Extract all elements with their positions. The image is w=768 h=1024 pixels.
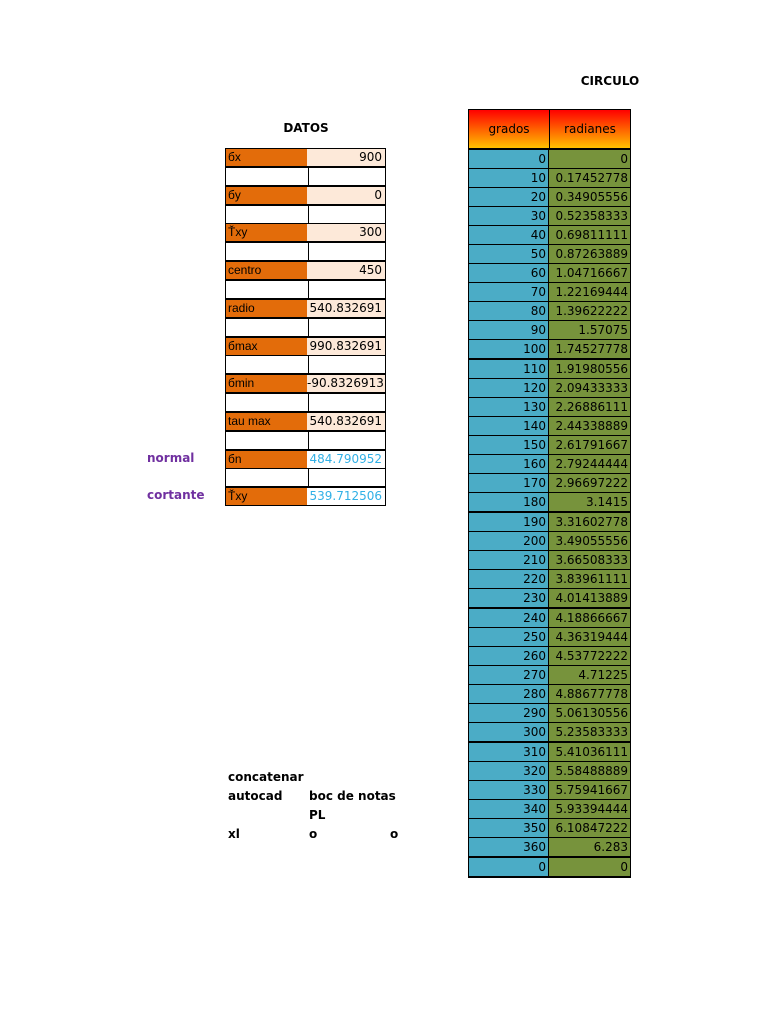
radianes-cell: 5.41036111 bbox=[549, 743, 630, 761]
circulo-row bbox=[468, 800, 631, 819]
datos-value: 0 bbox=[307, 186, 386, 205]
circulo-row bbox=[468, 302, 631, 321]
circulo-row bbox=[468, 436, 631, 455]
datos-row bbox=[225, 186, 387, 205]
radianes-cell: 2.79244444 bbox=[549, 455, 630, 473]
datos-value: 900 bbox=[307, 148, 386, 167]
circulo-title: CIRCULO bbox=[580, 74, 640, 88]
datos-title: DATOS bbox=[283, 121, 329, 135]
radianes-cell: 2.09433333 bbox=[549, 379, 630, 397]
radianes-cell: 0 bbox=[549, 858, 630, 876]
circulo-row bbox=[468, 513, 631, 532]
radianes-cell: 3.1415 bbox=[549, 493, 630, 511]
datos-label: tau max bbox=[225, 412, 309, 431]
datos-label: Ťxy bbox=[225, 487, 309, 506]
grados-cell: 170 bbox=[469, 474, 549, 492]
datos-row bbox=[225, 468, 387, 487]
note-o-1: o bbox=[309, 827, 318, 841]
grados-cell: 260 bbox=[469, 647, 549, 665]
radianes-cell: 2.26886111 bbox=[549, 398, 630, 416]
datos-label: бmax bbox=[225, 337, 309, 356]
grados-cell: 310 bbox=[469, 743, 549, 761]
circulo-row bbox=[468, 532, 631, 551]
grados-cell: 0 bbox=[469, 150, 549, 168]
radianes-cell: 5.06130556 bbox=[549, 704, 630, 722]
datos-label: бn bbox=[225, 450, 309, 469]
datos-row bbox=[225, 167, 387, 186]
datos-value: 540.832691 bbox=[307, 412, 386, 431]
grados-cell: 300 bbox=[469, 723, 549, 741]
datos-row bbox=[225, 487, 387, 506]
datos-label bbox=[225, 205, 309, 224]
radianes-header: radianes bbox=[549, 110, 630, 148]
grados-cell: 220 bbox=[469, 570, 549, 588]
datos-value bbox=[307, 205, 386, 224]
radianes-cell: 2.96697222 bbox=[549, 474, 630, 492]
grados-cell: 110 bbox=[469, 360, 549, 378]
datos-row bbox=[225, 450, 387, 469]
datos-value bbox=[307, 280, 386, 299]
note-boc-de-notas: boc de notas bbox=[309, 789, 396, 803]
circulo-row bbox=[468, 723, 631, 743]
radianes-cell: 3.83961111 bbox=[549, 570, 630, 588]
note-pl: PL bbox=[309, 808, 326, 822]
grados-cell: 180 bbox=[469, 493, 549, 511]
datos-row bbox=[225, 299, 387, 318]
grados-cell: 70 bbox=[469, 283, 549, 301]
circulo-row bbox=[468, 762, 631, 781]
radianes-cell: 1.91980556 bbox=[549, 360, 630, 378]
radianes-cell: 1.57075 bbox=[549, 321, 630, 339]
radianes-cell: 0.52358333 bbox=[549, 207, 630, 225]
circulo-row bbox=[468, 264, 631, 283]
radianes-cell: 2.44338889 bbox=[549, 417, 630, 435]
datos-label: бmin bbox=[225, 374, 309, 393]
datos-value bbox=[307, 318, 386, 337]
circulo-row bbox=[468, 647, 631, 666]
circulo-row bbox=[468, 283, 631, 302]
datos-label bbox=[225, 280, 309, 299]
datos-label bbox=[225, 318, 309, 337]
circulo-row bbox=[468, 685, 631, 704]
circulo-row bbox=[468, 169, 631, 188]
circulo-row bbox=[468, 226, 631, 245]
note-concatenar: concatenar bbox=[228, 770, 304, 784]
datos-label: бx bbox=[225, 148, 309, 167]
datos-label bbox=[225, 355, 309, 374]
datos-value: -90.8326913 bbox=[307, 374, 386, 393]
note-xl: xl bbox=[228, 827, 240, 841]
circulo-row bbox=[468, 743, 631, 762]
datos-label: бy bbox=[225, 186, 309, 205]
grados-cell: 150 bbox=[469, 436, 549, 454]
radianes-cell: 6.283 bbox=[549, 838, 630, 856]
radianes-cell: 0.17452778 bbox=[549, 169, 630, 187]
grados-cell: 10 bbox=[469, 169, 549, 187]
grados-cell: 290 bbox=[469, 704, 549, 722]
datos-value bbox=[307, 431, 386, 450]
circulo-row bbox=[468, 551, 631, 570]
datos-value: 300 bbox=[307, 223, 386, 242]
datos-row bbox=[225, 355, 387, 374]
grados-cell: 230 bbox=[469, 589, 549, 607]
circulo-header-row bbox=[468, 109, 631, 150]
datos-value: 540.832691 bbox=[307, 299, 386, 318]
grados-cell: 20 bbox=[469, 188, 549, 206]
datos-row bbox=[225, 374, 387, 393]
normal-label: normal bbox=[147, 451, 195, 465]
datos-value bbox=[307, 242, 386, 261]
datos-value bbox=[307, 468, 386, 487]
grados-cell: 30 bbox=[469, 207, 549, 225]
circulo-row bbox=[468, 321, 631, 340]
datos-value bbox=[307, 167, 386, 186]
grados-cell: 80 bbox=[469, 302, 549, 320]
datos-row bbox=[225, 337, 387, 356]
datos-row bbox=[225, 412, 387, 431]
datos-label bbox=[225, 167, 309, 186]
grados-cell: 120 bbox=[469, 379, 549, 397]
radianes-cell: 5.58488889 bbox=[549, 762, 630, 780]
grados-cell: 210 bbox=[469, 551, 549, 569]
datos-label bbox=[225, 242, 309, 261]
datos-label: centro bbox=[225, 261, 309, 280]
datos-row bbox=[225, 318, 387, 337]
grados-cell: 240 bbox=[469, 609, 549, 627]
datos-row bbox=[225, 393, 387, 412]
datos-label: Ťxy bbox=[225, 223, 309, 242]
radianes-cell: 1.04716667 bbox=[549, 264, 630, 282]
radianes-cell: 5.23583333 bbox=[549, 723, 630, 741]
grados-cell: 160 bbox=[469, 455, 549, 473]
grados-cell: 90 bbox=[469, 321, 549, 339]
circulo-row bbox=[468, 474, 631, 493]
circulo-row bbox=[468, 493, 631, 513]
radianes-cell: 4.88677778 bbox=[549, 685, 630, 703]
radianes-cell: 4.53772222 bbox=[549, 647, 630, 665]
grados-cell: 360 bbox=[469, 838, 549, 856]
datos-row bbox=[225, 205, 387, 224]
radianes-cell: 1.39622222 bbox=[549, 302, 630, 320]
datos-label bbox=[225, 431, 309, 450]
radianes-cell: 0 bbox=[549, 150, 630, 168]
grados-cell: 50 bbox=[469, 245, 549, 263]
circulo-row bbox=[468, 781, 631, 800]
grados-cell: 60 bbox=[469, 264, 549, 282]
circulo-row bbox=[468, 188, 631, 207]
datos-value bbox=[307, 393, 386, 412]
circulo-table bbox=[468, 109, 631, 878]
circulo-row bbox=[468, 570, 631, 589]
circulo-row bbox=[468, 455, 631, 474]
radianes-cell: 4.71225 bbox=[549, 666, 630, 684]
radianes-cell: 3.31602778 bbox=[549, 513, 630, 531]
radianes-cell: 4.18866667 bbox=[549, 609, 630, 627]
radianes-cell: 3.66508333 bbox=[549, 551, 630, 569]
datos-row bbox=[225, 431, 387, 450]
radianes-cell: 5.93394444 bbox=[549, 800, 630, 818]
circulo-row bbox=[468, 589, 631, 609]
datos-value: 484.790952 bbox=[307, 450, 386, 469]
grados-cell: 340 bbox=[469, 800, 549, 818]
radianes-cell: 2.61791667 bbox=[549, 436, 630, 454]
grados-cell: 100 bbox=[469, 340, 549, 358]
grados-cell: 250 bbox=[469, 628, 549, 646]
grados-cell: 40 bbox=[469, 226, 549, 244]
radianes-cell: 4.36319444 bbox=[549, 628, 630, 646]
grados-cell: 280 bbox=[469, 685, 549, 703]
circulo-row bbox=[468, 417, 631, 436]
radianes-cell: 4.01413889 bbox=[549, 589, 630, 607]
grados-cell: 130 bbox=[469, 398, 549, 416]
cortante-label: cortante bbox=[147, 488, 205, 502]
grados-cell: 320 bbox=[469, 762, 549, 780]
circulo-body bbox=[468, 150, 631, 878]
grados-cell: 140 bbox=[469, 417, 549, 435]
circulo-row bbox=[468, 666, 631, 685]
datos-label: radio bbox=[225, 299, 309, 318]
grados-cell: 270 bbox=[469, 666, 549, 684]
radianes-cell: 6.10847222 bbox=[549, 819, 630, 837]
radianes-cell: 0.34905556 bbox=[549, 188, 630, 206]
note-o-2: o bbox=[390, 827, 399, 841]
circulo-row bbox=[468, 628, 631, 647]
circulo-row bbox=[468, 819, 631, 838]
datos-value: 990.832691 bbox=[307, 337, 386, 356]
circulo-row bbox=[468, 838, 631, 858]
grados-cell: 350 bbox=[469, 819, 549, 837]
grados-header: grados bbox=[469, 110, 549, 148]
datos-row bbox=[225, 261, 387, 280]
datos-value: 450 bbox=[307, 261, 386, 280]
circulo-row bbox=[468, 379, 631, 398]
circulo-row bbox=[468, 858, 631, 878]
circulo-row bbox=[468, 609, 631, 628]
grados-cell: 200 bbox=[469, 532, 549, 550]
grados-cell: 0 bbox=[469, 858, 549, 876]
note-autocad: autocad bbox=[228, 789, 283, 803]
grados-cell: 190 bbox=[469, 513, 549, 531]
radianes-cell: 0.69811111 bbox=[549, 226, 630, 244]
radianes-cell: 3.49055556 bbox=[549, 532, 630, 550]
radianes-cell: 5.75941667 bbox=[549, 781, 630, 799]
datos-row bbox=[225, 242, 387, 261]
datos-row bbox=[225, 148, 387, 167]
circulo-row bbox=[468, 245, 631, 264]
datos-label bbox=[225, 468, 309, 487]
datos-row bbox=[225, 280, 387, 299]
circulo-row bbox=[468, 704, 631, 723]
circulo-row bbox=[468, 360, 631, 379]
datos-value bbox=[307, 355, 386, 374]
datos-row bbox=[225, 223, 387, 242]
radianes-cell: 0.87263889 bbox=[549, 245, 630, 263]
circulo-row bbox=[468, 207, 631, 226]
radianes-cell: 1.22169444 bbox=[549, 283, 630, 301]
datos-value: 539.712506 bbox=[307, 487, 386, 506]
circulo-row bbox=[468, 340, 631, 360]
grados-cell: 330 bbox=[469, 781, 549, 799]
circulo-row bbox=[468, 150, 631, 169]
radianes-cell: 1.74527778 bbox=[549, 340, 630, 358]
circulo-row bbox=[468, 398, 631, 417]
datos-label bbox=[225, 393, 309, 412]
